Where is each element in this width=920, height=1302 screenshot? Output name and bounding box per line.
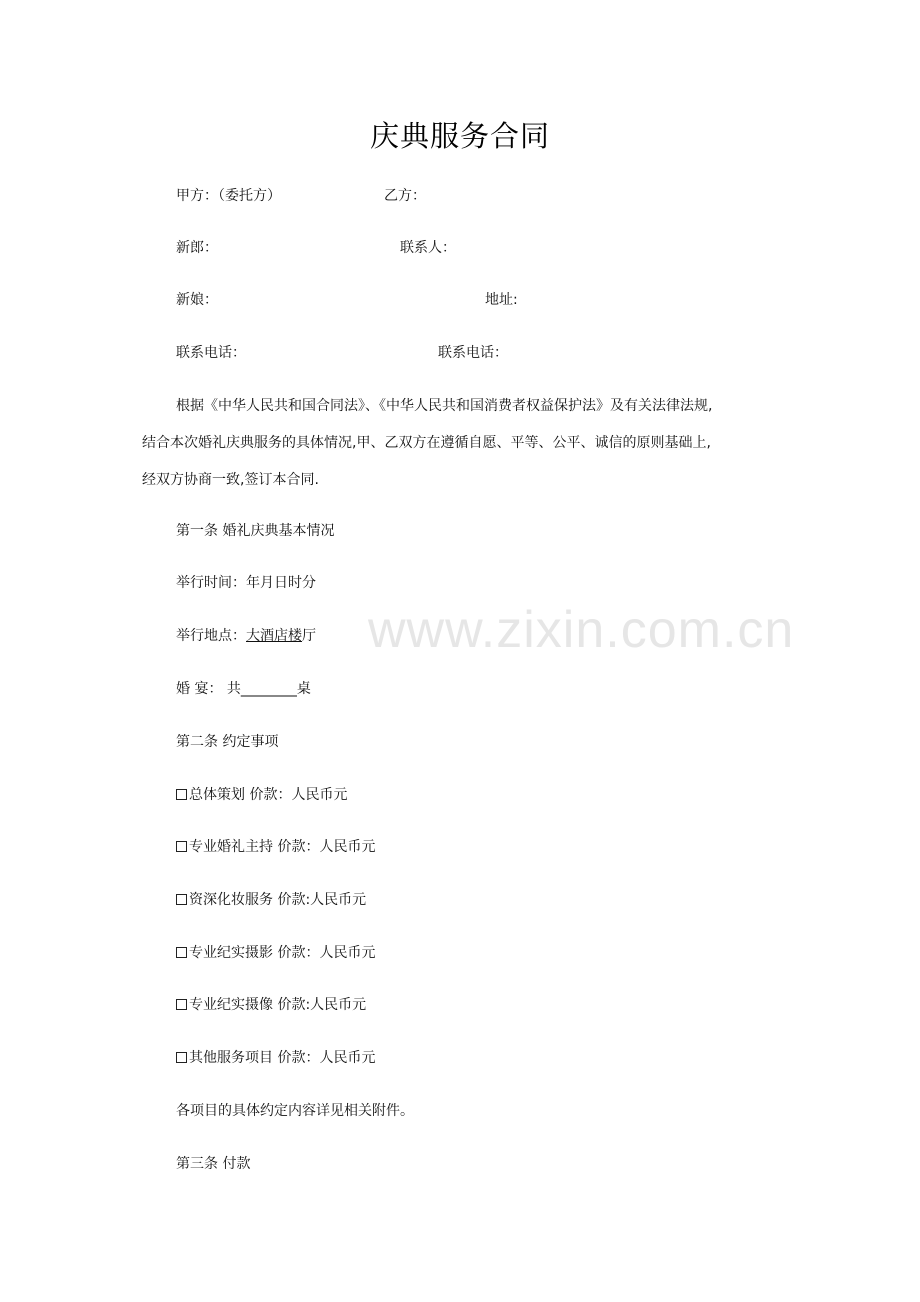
items-note: 各项目的具体约定内容详见相关附件。	[176, 1103, 414, 1119]
intro-line: 结合本次婚礼庆典服务的具体情况,甲、乙双方在遵循自愿、平等、公平、诚信的原则基础上,	[142, 435, 711, 451]
intro-line: 经双方协商一致,签订本合同.	[142, 472, 319, 488]
address-label: 地址:	[485, 292, 518, 308]
place-suffix: 厅	[302, 628, 316, 644]
checkbox[interactable]	[176, 841, 187, 852]
party-a-label: 甲方：（委托方）	[176, 188, 281, 204]
service-item-label: 其他服务项目 价款：人民币元	[189, 1050, 376, 1066]
intro-paragraph	[142, 396, 782, 507]
contact-person-label: 联系人：	[400, 240, 456, 256]
service-item	[176, 1048, 375, 1068]
service-item-label: 专业纪实摄影 价款：人民币元	[189, 945, 376, 961]
place-value: 大酒店楼	[246, 628, 302, 644]
groom-label: 新郎：	[176, 240, 218, 256]
article1-heading: 第一条 婚礼庆典基本情况	[176, 523, 335, 539]
banquet-prefix: 婚 宴： 共	[176, 681, 241, 697]
bride-label: 新娘：	[176, 292, 218, 308]
article3-heading: 第三条 付款	[176, 1156, 251, 1172]
ceremony-time: 举行时间：年月日时分	[176, 575, 316, 591]
phone-label-b: 联系电话：	[438, 345, 508, 361]
service-item	[176, 837, 375, 857]
service-item-label: 资深化妆服务 价款:人民币元	[189, 892, 367, 908]
watermark: www.zixin.com.cn	[368, 601, 795, 659]
service-item-label: 专业纪实摄像 价款:人民币元	[189, 997, 367, 1013]
checkbox[interactable]	[176, 999, 187, 1010]
ceremony-place	[176, 626, 316, 646]
place-label: 举行地点：	[176, 628, 246, 644]
checkbox[interactable]	[176, 894, 187, 905]
document-title: 庆典服务合同	[369, 119, 550, 153]
party-b-label: 乙方：	[384, 188, 426, 204]
service-item	[176, 785, 347, 805]
banquet-suffix: 桌	[296, 681, 311, 697]
service-item	[176, 890, 366, 910]
article2-heading: 第二条 约定事项	[176, 734, 279, 750]
intro-line: 根据《中华人民共和国合同法》、《中华人民共和国消费者权益保护法》及有关法律法规,	[176, 398, 713, 414]
checkbox[interactable]	[176, 1052, 187, 1063]
service-item	[176, 995, 366, 1015]
checkbox[interactable]	[176, 789, 187, 800]
service-item-label: 专业婚礼主持 价款：人民币元	[189, 839, 376, 855]
checkbox[interactable]	[176, 947, 187, 958]
phone-label-a: 联系电话：	[176, 345, 246, 361]
banquet-blank: ________	[240, 681, 297, 697]
service-item	[176, 943, 375, 963]
service-item-label: 总体策划 价款：人民币元	[189, 787, 348, 803]
banquet-line	[176, 679, 311, 699]
